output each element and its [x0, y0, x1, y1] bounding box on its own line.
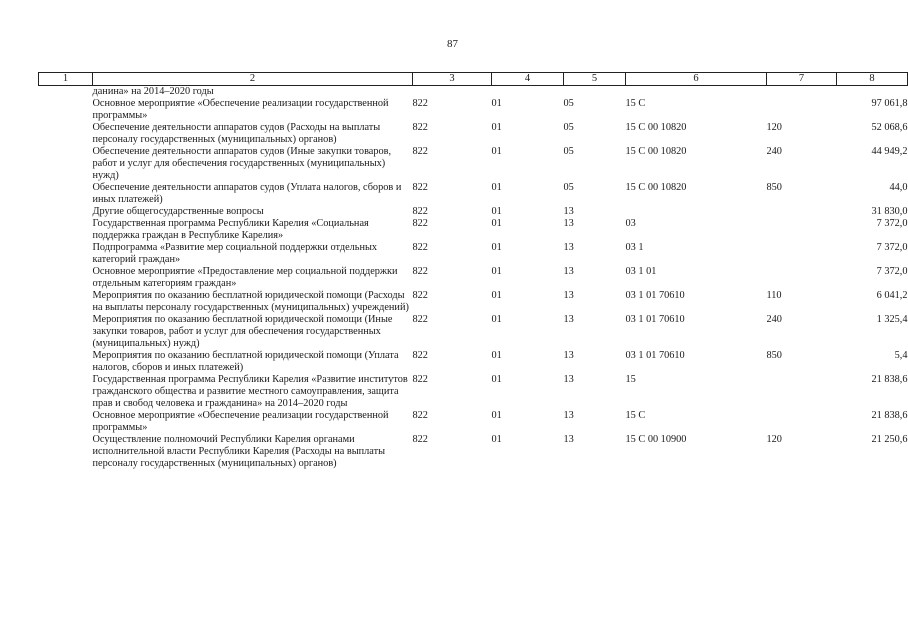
cell-target: 15 С 00 10900	[625, 434, 687, 445]
budget-table	[38, 72, 908, 470]
column-header: 5	[564, 73, 626, 86]
cell-empty	[39, 206, 93, 218]
cell-type	[767, 98, 837, 122]
cell-empty	[39, 182, 93, 206]
table-row	[39, 350, 908, 374]
cell-amount: 21 838,6	[871, 410, 908, 421]
cell-type: 110	[766, 290, 782, 301]
table-row	[39, 206, 908, 218]
cell-empty	[39, 290, 93, 314]
table-row	[39, 314, 908, 350]
cell-admin: 822	[412, 98, 428, 109]
table-row	[39, 410, 908, 434]
cell-section: 01	[491, 434, 502, 445]
cell-name: Обеспечение деятельности аппаратов судов (Расходы на выплаты персоналу государственных (муниципальных) органов)	[92, 122, 381, 145]
cell-empty	[39, 218, 93, 242]
cell-admin: 822	[412, 410, 428, 421]
cell-target: 03 1 01	[625, 266, 657, 277]
cell-subsection: 13	[563, 206, 574, 217]
cell-name: Мероприятия по оказанию бесплатной юридической помощи (Иные закупки товаров, работ и услуг для обеспечения государственных (муниципальных) нужд)	[92, 314, 393, 349]
table-row	[39, 290, 908, 314]
cell-name: Подпрограмма «Развитие мер социальной поддержки отдельных категорий граждан»	[92, 242, 378, 265]
cell-admin: 822	[412, 206, 428, 217]
cell-admin: 822	[412, 218, 428, 229]
cell-section: 01	[491, 266, 502, 277]
cell-name: Осуществление полномочий Республики Карелия органами исполнительной власти Республики Карелия (Расходы на выплаты персоналу государственных (муниципальных) органов)	[92, 434, 386, 469]
cell-admin: 822	[412, 290, 428, 301]
cell-target: 03	[625, 218, 636, 229]
table-row	[39, 434, 908, 470]
cell-subsection: 05	[563, 122, 574, 133]
cell-type	[767, 374, 837, 410]
cell-admin: 822	[412, 182, 428, 193]
column-header: 4	[492, 73, 564, 86]
cell-subsection: 13	[563, 314, 574, 325]
cell-subsection: 05	[563, 98, 574, 109]
page-number: 87	[447, 38, 458, 50]
cell-name: Обеспечение деятельности аппаратов судов (Иные закупки товаров, работ и услуг для обеспечения государственных (муниципальных) нужд)	[92, 146, 392, 181]
cell-name: Основное мероприятие «Обеспечение реализации государственной программы»	[92, 98, 389, 121]
cell-subsection: 13	[563, 290, 574, 301]
cell-section: 01	[491, 410, 502, 421]
cell-empty	[39, 98, 93, 122]
cell-target: 15 С	[625, 410, 646, 421]
cell-amount: 7 372,0	[876, 266, 908, 277]
cell-admin: 822	[412, 434, 428, 445]
cell-type: 850	[766, 182, 782, 193]
table-row	[39, 98, 908, 122]
cell-target	[626, 206, 767, 218]
cell-amount: 5,4	[894, 350, 908, 361]
cell-target: 03 1 01 70610	[625, 290, 685, 301]
cell-target	[626, 86, 767, 99]
cell-type	[767, 86, 837, 99]
cell-type	[767, 206, 837, 218]
table-row	[39, 182, 908, 206]
cell-name: Основное мероприятие «Предоставление мер социальной поддержки отдельным категориям граждан»	[92, 266, 398, 289]
cell-target: 15	[625, 374, 636, 385]
cell-empty	[39, 434, 93, 470]
cell-amount: 44,0	[889, 182, 908, 193]
cell-type: 240	[766, 146, 782, 157]
cell-admin: 822	[412, 314, 428, 325]
cell-type: 120	[766, 122, 782, 133]
table-row	[39, 218, 908, 242]
cell-amount: 1 325,4	[876, 314, 908, 325]
cell-section: 01	[491, 314, 502, 325]
cell-amount: 7 372,0	[876, 218, 908, 229]
table-row	[39, 122, 908, 146]
column-header: 8	[837, 73, 908, 86]
cell-type	[767, 242, 837, 266]
cell-name: Другие общегосударственные вопросы	[92, 206, 264, 217]
cell-type: 240	[766, 314, 782, 325]
cell-empty	[39, 122, 93, 146]
cell-empty	[39, 146, 93, 182]
cell-empty	[39, 374, 93, 410]
cell-name: Мероприятия по оказанию бесплатной юридической помощи (Расходы на выплаты персоналу государственных (муниципальных) учреждений)	[92, 290, 409, 313]
cell-section	[492, 86, 564, 99]
cell-empty	[39, 86, 93, 99]
cell-amount: 44 949,2	[871, 146, 908, 157]
cell-target: 03 1 01 70610	[625, 314, 685, 325]
cell-amount: 31 830,0	[871, 206, 908, 217]
cell-name: Обеспечение деятельности аппаратов судов (Уплата налогов, сборов и иных платежей)	[92, 182, 402, 205]
cell-subsection: 13	[563, 266, 574, 277]
cell-empty	[39, 410, 93, 434]
cell-subsection: 13	[563, 350, 574, 361]
cell-admin: 822	[412, 374, 428, 385]
column-header: 6	[626, 73, 767, 86]
cell-admin: 822	[412, 242, 428, 253]
cell-type	[767, 218, 837, 242]
cell-target: 03 1 01 70610	[625, 350, 685, 361]
table-row	[39, 266, 908, 290]
cell-admin: 822	[412, 146, 428, 157]
cell-amount: 21 838,6	[871, 374, 908, 385]
cell-type	[767, 266, 837, 290]
cell-amount: 21 250,6	[871, 434, 908, 445]
cell-target: 15 С 00 10820	[625, 122, 687, 133]
cell-admin	[413, 86, 492, 99]
cell-section: 01	[491, 182, 502, 193]
cell-target: 15 С 00 10820	[625, 146, 687, 157]
cell-name: данина» на 2014–2020 годы	[92, 86, 214, 97]
cell-amount: 97 061,8	[871, 98, 908, 109]
column-header: 1	[39, 73, 93, 86]
cell-empty	[39, 350, 93, 374]
header-row	[39, 73, 908, 86]
cell-section: 01	[491, 146, 502, 157]
cell-section: 01	[491, 98, 502, 109]
cell-section: 01	[491, 218, 502, 229]
cell-type: 120	[766, 434, 782, 445]
cell-type	[767, 410, 837, 434]
cell-subsection: 13	[563, 242, 574, 253]
cell-section: 01	[491, 122, 502, 133]
cell-admin: 822	[412, 122, 428, 133]
table-row	[39, 146, 908, 182]
table-row	[39, 374, 908, 410]
cell-amount: 52 068,6	[871, 122, 908, 133]
cell-amount: 6 041,2	[876, 290, 908, 301]
cell-target: 15 С 00 10820	[625, 182, 687, 193]
cell-admin: 822	[412, 350, 428, 361]
cell-name: Мероприятия по оказанию бесплатной юридической помощи (Уплата налогов, сборов и иных платежей)	[92, 350, 399, 373]
cell-subsection: 05	[563, 146, 574, 157]
cell-empty	[39, 266, 93, 290]
table-row	[39, 86, 908, 99]
column-header: 2	[93, 73, 413, 86]
cell-admin: 822	[412, 266, 428, 277]
cell-target: 15 С	[625, 98, 646, 109]
cell-section: 01	[491, 290, 502, 301]
cell-subsection: 13	[563, 374, 574, 385]
cell-type: 850	[766, 350, 782, 361]
cell-subsection: 05	[563, 182, 574, 193]
cell-section: 01	[491, 350, 502, 361]
cell-section: 01	[491, 374, 502, 385]
cell-amount	[837, 86, 908, 99]
cell-empty	[39, 242, 93, 266]
cell-section: 01	[491, 242, 502, 253]
cell-amount: 7 372,0	[876, 242, 908, 253]
cell-subsection: 13	[563, 410, 574, 421]
cell-name: Государственная программа Республики Карелия «Социальная поддержка граждан в Республике Карелия»	[92, 218, 369, 241]
column-header: 7	[767, 73, 837, 86]
table-row	[39, 242, 908, 266]
cell-name: Государственная программа Республики Карелия «Развитие институтов гражданского общества и развитие местного самоуправления, защита прав и свобод человека и гражданина» на 2014–2020 годы	[92, 374, 408, 409]
cell-name: Основное мероприятие «Обеспечение реализации государственной программы»	[92, 410, 389, 433]
cell-subsection	[564, 86, 626, 99]
cell-target: 03 1	[625, 242, 644, 253]
cell-subsection: 13	[563, 218, 574, 229]
cell-empty	[39, 314, 93, 350]
column-header: 3	[413, 73, 492, 86]
cell-subsection: 13	[563, 434, 574, 445]
cell-section: 01	[491, 206, 502, 217]
